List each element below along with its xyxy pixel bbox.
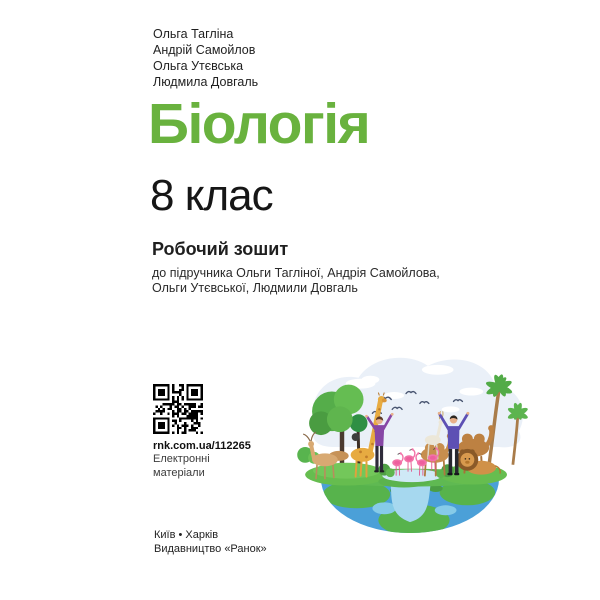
authors-list: [153, 26, 258, 90]
qr-caption-line: Електронні: [153, 453, 210, 465]
earth-illustration-svg: [287, 350, 535, 534]
qr-link-text: rnk.com.ua/112265: [153, 440, 251, 452]
author-name: Андрій Самойлов: [153, 43, 256, 57]
textbook-note: [152, 266, 440, 296]
textbook-note-line: Ольги Утєвської, Людмили Довгаль: [152, 281, 358, 295]
textbook-note-line: до підручника Ольги Тагліної, Андрія Самойлова,: [152, 266, 440, 280]
series-title: Робочий зошит: [152, 239, 289, 259]
earth-illustration: [287, 350, 535, 534]
book-title: Біологія: [148, 92, 370, 156]
author-name: Ольга Утєвська: [153, 59, 244, 73]
grade-label: 8 клас: [150, 171, 273, 220]
qr-caption: [153, 453, 210, 480]
author-name: Ольга Тагліна: [153, 27, 234, 41]
publisher-footer: [154, 528, 267, 556]
qr-code: [153, 384, 203, 434]
qr-caption-line: матеріали: [153, 466, 205, 479]
footer-publisher: Видавництво «Ранок»: [154, 543, 267, 555]
author-name: Людмила Довгаль: [153, 75, 259, 89]
footer-cities: Київ • Харків: [154, 529, 219, 541]
